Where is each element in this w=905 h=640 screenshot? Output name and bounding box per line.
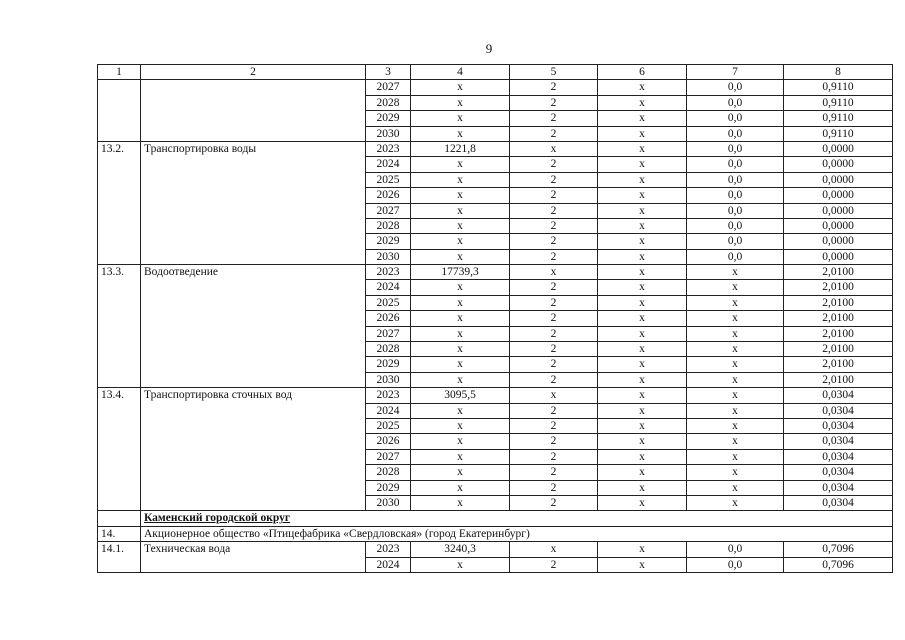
year-cell: 2025 xyxy=(366,172,411,187)
year-cell: 2027 xyxy=(366,449,411,464)
year-cell: 2029 xyxy=(366,480,411,495)
value-cell: 2 xyxy=(510,172,598,187)
section-number xyxy=(98,511,141,526)
value-cell: 2 xyxy=(510,449,598,464)
section-title xyxy=(141,511,893,526)
value-cell: 2 xyxy=(510,280,598,295)
table-row xyxy=(98,542,893,557)
value-cell: 0,9110 xyxy=(784,111,893,126)
value-cell: х xyxy=(411,188,510,203)
value-cell: 2,0100 xyxy=(784,326,893,341)
value-cell: 2 xyxy=(510,418,598,433)
year-cell: 2026 xyxy=(366,311,411,326)
year-cell: 2029 xyxy=(366,234,411,249)
value-cell: х xyxy=(687,326,784,341)
value-cell: 0,7096 xyxy=(784,557,893,572)
value-cell: х xyxy=(598,326,687,341)
value-cell: 0,0 xyxy=(687,218,784,233)
value-cell: х xyxy=(598,126,687,141)
value-cell: 2 xyxy=(510,557,598,572)
value-cell: 2 xyxy=(510,465,598,480)
value-cell: 0,0 xyxy=(687,157,784,172)
table-row xyxy=(98,265,893,280)
value-cell: х xyxy=(411,80,510,95)
value-cell: 2 xyxy=(510,342,598,357)
value-cell: 3095,5 xyxy=(411,388,510,403)
year-cell: 2030 xyxy=(366,126,411,141)
value-cell: х xyxy=(598,157,687,172)
value-cell: 0,0 xyxy=(687,111,784,126)
value-cell: 0,0 xyxy=(687,141,784,156)
value-cell: х xyxy=(411,372,510,387)
value-cell: х xyxy=(598,311,687,326)
item-name: Водоотведение xyxy=(141,265,366,388)
value-cell: х xyxy=(598,141,687,156)
year-cell: 2024 xyxy=(366,280,411,295)
column-header: 7 xyxy=(687,65,784,80)
value-cell: х xyxy=(687,480,784,495)
year-cell: 2028 xyxy=(366,218,411,233)
value-cell: 0,0304 xyxy=(784,465,893,480)
value-cell: 2 xyxy=(510,95,598,110)
section-row xyxy=(98,511,893,526)
value-cell: х xyxy=(411,157,510,172)
value-cell: 2 xyxy=(510,434,598,449)
value-cell: х xyxy=(598,418,687,433)
value-cell: 0,0304 xyxy=(784,434,893,449)
value-cell: 0,0000 xyxy=(784,172,893,187)
value-cell: х xyxy=(411,234,510,249)
column-header: 2 xyxy=(141,65,366,80)
value-cell: 0,0 xyxy=(687,234,784,249)
value-cell: х xyxy=(687,449,784,464)
value-cell: х xyxy=(411,111,510,126)
value-cell: 2,0100 xyxy=(784,265,893,280)
value-cell: 2 xyxy=(510,403,598,418)
tariff-table xyxy=(97,64,893,573)
value-cell: х xyxy=(687,372,784,387)
value-cell: 0,0304 xyxy=(784,403,893,418)
year-cell: 2029 xyxy=(366,357,411,372)
org-row xyxy=(98,526,893,541)
year-cell: 2027 xyxy=(366,326,411,341)
org-number: 14. xyxy=(98,526,141,541)
value-cell: х xyxy=(598,465,687,480)
value-cell: х xyxy=(598,80,687,95)
value-cell: х xyxy=(411,418,510,433)
value-cell: х xyxy=(598,188,687,203)
value-cell: 2,0100 xyxy=(784,295,893,310)
org-name: Акционерное общество «Птицефабрика «Свердловская» (город Екатеринбург) xyxy=(141,526,893,541)
value-cell: х xyxy=(687,465,784,480)
table-row xyxy=(98,141,893,156)
value-cell: 0,0000 xyxy=(784,141,893,156)
value-cell: 2 xyxy=(510,295,598,310)
value-cell: 0,9110 xyxy=(784,80,893,95)
page-number: 9 xyxy=(485,41,493,56)
year-cell: 2023 xyxy=(366,388,411,403)
item-name: Транспортировка сточных вод xyxy=(141,388,366,511)
year-cell: 2027 xyxy=(366,203,411,218)
year-cell: 2030 xyxy=(366,372,411,387)
value-cell: 2 xyxy=(510,157,598,172)
value-cell: х xyxy=(510,141,598,156)
value-cell: х xyxy=(598,95,687,110)
value-cell: х xyxy=(411,172,510,187)
year-cell: 2030 xyxy=(366,495,411,510)
value-cell: х xyxy=(411,480,510,495)
value-cell: 0,0 xyxy=(687,126,784,141)
value-cell: 2 xyxy=(510,311,598,326)
value-cell: х xyxy=(411,495,510,510)
column-header: 5 xyxy=(510,65,598,80)
value-cell: х xyxy=(411,357,510,372)
value-cell: 0,0 xyxy=(687,172,784,187)
year-cell: 2026 xyxy=(366,188,411,203)
value-cell: х xyxy=(510,265,598,280)
value-cell: 0,0 xyxy=(687,188,784,203)
value-cell: х xyxy=(598,234,687,249)
value-cell: 2,0100 xyxy=(784,280,893,295)
column-header: 3 xyxy=(366,65,411,80)
table-body xyxy=(98,65,893,573)
item-name: Техническая вода xyxy=(141,542,366,573)
value-cell: 0,0304 xyxy=(784,388,893,403)
value-cell: х xyxy=(598,388,687,403)
column-header: 8 xyxy=(784,65,893,80)
value-cell: 1221,8 xyxy=(411,141,510,156)
year-cell: 2028 xyxy=(366,95,411,110)
value-cell: 0,0 xyxy=(687,203,784,218)
item-number xyxy=(98,80,141,142)
item-name xyxy=(141,80,366,142)
item-name: Транспортировка воды xyxy=(141,141,366,264)
item-number: 13.3. xyxy=(98,265,141,388)
value-cell: 2 xyxy=(510,111,598,126)
value-cell: 2 xyxy=(510,480,598,495)
value-cell: 0,0000 xyxy=(784,188,893,203)
value-cell: х xyxy=(687,357,784,372)
value-cell: х xyxy=(687,388,784,403)
value-cell: х xyxy=(598,249,687,264)
value-cell: 0,9110 xyxy=(784,126,893,141)
value-cell: 0,0000 xyxy=(784,218,893,233)
value-cell: 3240,3 xyxy=(411,542,510,557)
header-row xyxy=(98,65,893,80)
year-cell: 2029 xyxy=(366,111,411,126)
table-row xyxy=(98,388,893,403)
value-cell: 2 xyxy=(510,80,598,95)
value-cell: х xyxy=(598,280,687,295)
value-cell: 2 xyxy=(510,188,598,203)
year-cell: 2023 xyxy=(366,141,411,156)
value-cell: 0,0 xyxy=(687,557,784,572)
item-number: 14.1. xyxy=(98,542,141,573)
value-cell: 0,0000 xyxy=(784,249,893,264)
value-cell: х xyxy=(687,342,784,357)
value-cell: х xyxy=(598,434,687,449)
value-cell: х xyxy=(598,403,687,418)
value-cell: х xyxy=(411,434,510,449)
value-cell: х xyxy=(411,465,510,480)
item-number: 13.2. xyxy=(98,141,141,264)
table-row xyxy=(98,80,893,95)
value-cell: х xyxy=(598,495,687,510)
value-cell: х xyxy=(411,126,510,141)
value-cell: х xyxy=(411,218,510,233)
value-cell: 0,0304 xyxy=(784,449,893,464)
value-cell: 2 xyxy=(510,326,598,341)
year-cell: 2025 xyxy=(366,295,411,310)
value-cell: 2 xyxy=(510,203,598,218)
value-cell: х xyxy=(598,111,687,126)
value-cell: 0,0000 xyxy=(784,203,893,218)
value-cell: х xyxy=(598,218,687,233)
year-cell: 2024 xyxy=(366,157,411,172)
value-cell: х xyxy=(598,372,687,387)
value-cell: х xyxy=(598,557,687,572)
value-cell: х xyxy=(411,95,510,110)
value-cell: х xyxy=(411,449,510,464)
value-cell: 2,0100 xyxy=(784,357,893,372)
value-cell: х xyxy=(510,388,598,403)
value-cell: х xyxy=(598,172,687,187)
value-cell: х xyxy=(510,542,598,557)
value-cell: х xyxy=(411,326,510,341)
year-cell: 2028 xyxy=(366,342,411,357)
value-cell: х xyxy=(687,495,784,510)
value-cell: х xyxy=(411,403,510,418)
value-cell: х xyxy=(687,418,784,433)
value-cell: 2 xyxy=(510,218,598,233)
year-cell: 2023 xyxy=(366,265,411,280)
value-cell: 2 xyxy=(510,126,598,141)
value-cell: 0,0 xyxy=(687,80,784,95)
value-cell: 0,0000 xyxy=(784,157,893,172)
value-cell: х xyxy=(598,203,687,218)
value-cell: 0,0304 xyxy=(784,495,893,510)
value-cell: х xyxy=(598,295,687,310)
value-cell: 0,0 xyxy=(687,95,784,110)
value-cell: 0,7096 xyxy=(784,542,893,557)
value-cell: х xyxy=(411,311,510,326)
column-header: 1 xyxy=(98,65,141,80)
value-cell: х xyxy=(411,557,510,572)
value-cell: 17739,3 xyxy=(411,265,510,280)
value-cell: 0,9110 xyxy=(784,95,893,110)
value-cell: 0,0304 xyxy=(784,480,893,495)
value-cell: х xyxy=(598,265,687,280)
item-number: 13.4. xyxy=(98,388,141,511)
value-cell: х xyxy=(411,342,510,357)
value-cell: 2 xyxy=(510,234,598,249)
value-cell: х xyxy=(598,480,687,495)
year-cell: 2025 xyxy=(366,418,411,433)
value-cell: 2,0100 xyxy=(784,311,893,326)
column-header: 4 xyxy=(411,65,510,80)
year-cell: 2027 xyxy=(366,80,411,95)
year-cell: 2024 xyxy=(366,557,411,572)
value-cell: х xyxy=(598,342,687,357)
value-cell: 0,0 xyxy=(687,249,784,264)
value-cell: х xyxy=(598,449,687,464)
value-cell: х xyxy=(411,203,510,218)
value-cell: 2,0100 xyxy=(784,372,893,387)
value-cell: 2 xyxy=(510,357,598,372)
value-cell: х xyxy=(687,403,784,418)
section-title-text: Каменский городской округ xyxy=(144,512,291,525)
value-cell: х xyxy=(598,542,687,557)
value-cell: х xyxy=(687,311,784,326)
column-header: 6 xyxy=(598,65,687,80)
value-cell: 0,0 xyxy=(687,542,784,557)
value-cell: 2 xyxy=(510,372,598,387)
value-cell: 0,0304 xyxy=(784,418,893,433)
year-cell: 2026 xyxy=(366,434,411,449)
value-cell: х xyxy=(598,357,687,372)
value-cell: х xyxy=(687,280,784,295)
value-cell: х xyxy=(687,265,784,280)
year-cell: 2024 xyxy=(366,403,411,418)
year-cell: 2023 xyxy=(366,542,411,557)
value-cell: 0,0000 xyxy=(784,234,893,249)
value-cell: х xyxy=(687,434,784,449)
value-cell: 2,0100 xyxy=(784,342,893,357)
value-cell: х xyxy=(411,249,510,264)
value-cell: х xyxy=(411,295,510,310)
value-cell: 2 xyxy=(510,249,598,264)
year-cell: 2028 xyxy=(366,465,411,480)
year-cell: 2030 xyxy=(366,249,411,264)
value-cell: х xyxy=(411,280,510,295)
value-cell: 2 xyxy=(510,495,598,510)
value-cell: х xyxy=(687,295,784,310)
